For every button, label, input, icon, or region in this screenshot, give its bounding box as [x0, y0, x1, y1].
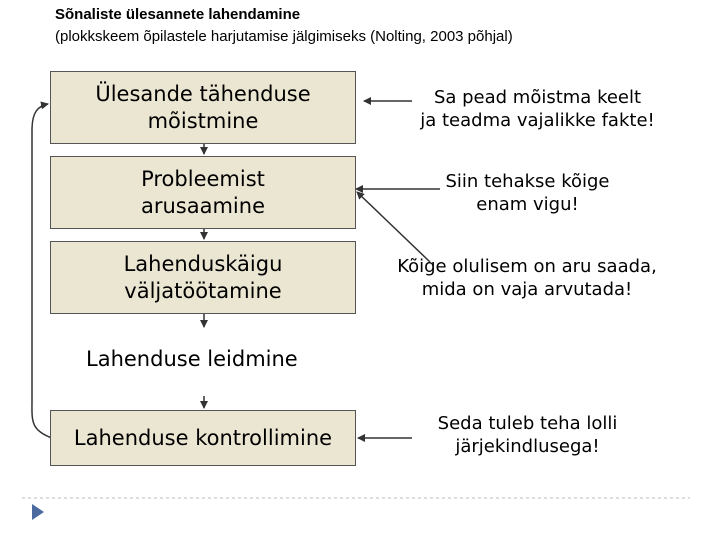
note-2-line-2: enam vigu! [476, 194, 579, 215]
step-3-box [50, 241, 356, 314]
note-3-line-1: Kõige olulisem on aru saada, [397, 256, 657, 277]
step-4-text: Lahenduse leidmine [86, 347, 298, 371]
step-2-line-1: Probleemist [141, 166, 265, 191]
step-3-line-1: Lahenduskäigu [123, 251, 283, 276]
note-2-line-1: Siin tehakse kõige [445, 171, 610, 192]
note-3 [372, 255, 682, 301]
step-3-line-2: väljatöötamine [124, 278, 282, 303]
step-5-line-1: Lahenduse kontrollimine [73, 425, 333, 450]
triangle-right-icon[interactable] [30, 502, 46, 522]
note-1 [395, 86, 680, 132]
note-4 [405, 412, 650, 458]
step-2-box [50, 156, 356, 229]
step-1-line-2: mõistmine [147, 108, 259, 133]
step-1-box [50, 71, 356, 144]
note-3-line-2: mida on vaja arvutada! [421, 279, 633, 300]
note-2 [400, 170, 655, 216]
step-5-box [50, 410, 356, 466]
step-1-line-1: Ülesande tähenduse [95, 81, 311, 106]
note-4-line-1: Seda tuleb teha lolli [437, 413, 618, 434]
step-2-line-2: arusaamine [140, 193, 265, 218]
note-4-line-2: järjekindlusega! [455, 436, 600, 457]
slide-subtitle: (plokkskeem õpilastele harjutamise jälgimiseks (Nolting, 2003 põhjal) [55, 28, 513, 45]
note-1-line-2: ja teadma vajalikke fakte! [420, 110, 655, 131]
note-1-line-1: Sa pead mõistma keelt [433, 87, 642, 108]
slide-title: Sõnaliste ülesannete lahendamine [55, 6, 301, 23]
loop-back-arrow [32, 104, 52, 438]
